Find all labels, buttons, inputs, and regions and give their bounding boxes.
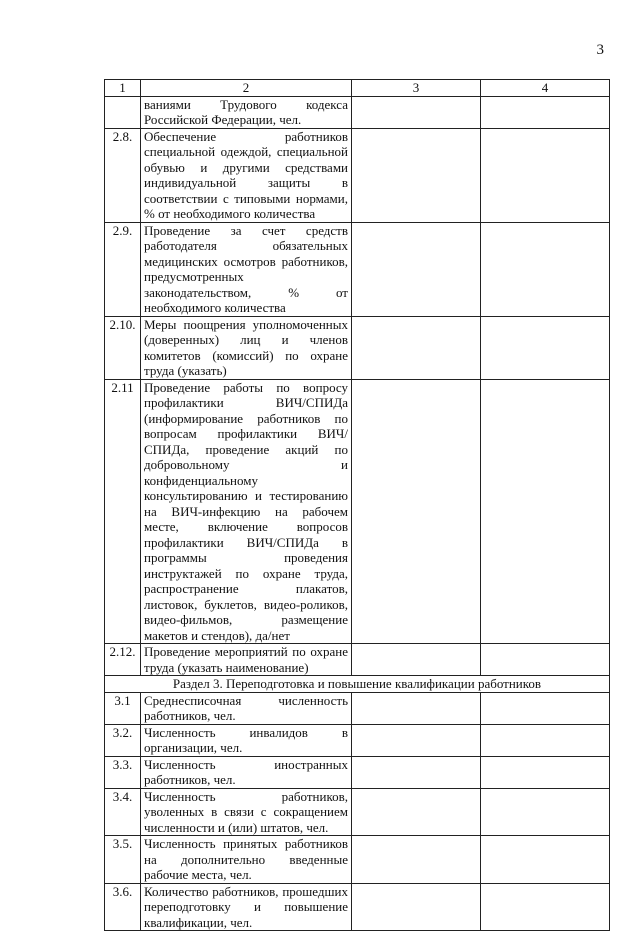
value-cell-col3: [352, 724, 481, 756]
table-row: [105, 692, 610, 724]
value-cell-col3: [352, 836, 481, 884]
table-row: [105, 756, 610, 788]
row-description: Обеспечение работников специальной одеждой, специальной обувью и другими средствами индивидуальной защиты в соответствии с типовыми нормами, % от необходимого количества: [141, 128, 352, 222]
row-number: 2.8.: [105, 128, 141, 222]
row-number: [105, 96, 141, 128]
row-description: Численность работников, уволенных в связи с сокращением численности и (или) штатов, чел.: [141, 788, 352, 836]
value-cell-col4: [481, 644, 610, 676]
row-number: 2.12.: [105, 644, 141, 676]
value-cell-col3: [352, 883, 481, 931]
row-description: Меры поощрения уполномоченных (доверенных) лиц и членов комитетов (комиссий) по охране труда (указать): [141, 316, 352, 379]
table-row: [105, 379, 610, 644]
header-col-4: 4: [481, 80, 610, 97]
row-number: 3.6.: [105, 883, 141, 931]
table-header-row: [105, 80, 610, 97]
table-row: [105, 883, 610, 931]
row-description: ваниями Трудового кодекса Российской Федерации, чел.: [141, 96, 352, 128]
value-cell-col3: [352, 788, 481, 836]
value-cell-col4: [481, 788, 610, 836]
form-table: [104, 79, 610, 931]
value-cell-col3: [352, 128, 481, 222]
row-description: Численность иностранных работников, чел.: [141, 756, 352, 788]
row-number: 2.11: [105, 379, 141, 644]
row-number: 3.4.: [105, 788, 141, 836]
table-row: [105, 96, 610, 128]
value-cell-col4: [481, 883, 610, 931]
value-cell-col4: [481, 96, 610, 128]
value-cell-col3: [352, 379, 481, 644]
row-number: 2.10.: [105, 316, 141, 379]
value-cell-col4: [481, 756, 610, 788]
value-cell-col3: [352, 222, 481, 316]
row-description: Среднесписочная численность работников, чел.: [141, 692, 352, 724]
table-row: [105, 644, 610, 676]
table-row: [105, 128, 610, 222]
row-description: Численность принятых работников на дополнительно введенные рабочие места, чел.: [141, 836, 352, 884]
header-col-3: 3: [352, 80, 481, 97]
table-row: [105, 724, 610, 756]
row-number: 3.3.: [105, 756, 141, 788]
value-cell-col4: [481, 316, 610, 379]
value-cell-col3: [352, 644, 481, 676]
header-col-1: 1: [105, 80, 141, 97]
value-cell-col3: [352, 756, 481, 788]
value-cell-col4: [481, 692, 610, 724]
row-description: Количество работников, прошедших переподготовку и повышение квалификации, чел.: [141, 883, 352, 931]
row-description: Численность инвалидов в организации, чел.: [141, 724, 352, 756]
section-3-title: Раздел 3. Переподготовка и повышение квалификации работников: [105, 676, 610, 693]
row-description: Проведение мероприятий по охране труда (указать наименование): [141, 644, 352, 676]
row-number: 2.9.: [105, 222, 141, 316]
row-number: 3.5.: [105, 836, 141, 884]
value-cell-col3: [352, 96, 481, 128]
table-row: [105, 222, 610, 316]
row-number: 3.1: [105, 692, 141, 724]
table-row: [105, 788, 610, 836]
value-cell-col4: [481, 128, 610, 222]
section-header-row: [105, 676, 610, 693]
value-cell-col4: [481, 724, 610, 756]
value-cell-col4: [481, 379, 610, 644]
value-cell-col4: [481, 222, 610, 316]
page-number: 3: [596, 42, 604, 58]
header-col-2: 2: [141, 80, 352, 97]
value-cell-col4: [481, 836, 610, 884]
table-row: [105, 316, 610, 379]
value-cell-col3: [352, 316, 481, 379]
value-cell-col3: [352, 692, 481, 724]
row-number: 3.2.: [105, 724, 141, 756]
row-description: Проведение работы по вопросу профилактики ВИЧ/СПИДа (информирование работников по вопросам профилактики ВИЧ/СПИДа, проведение акций по добровольному и конфиденциальному консультированию и тестированию на ВИЧ-инфекцию на рабочем месте, включение вопросов профилактики ВИЧ/СПИДа в программы проведения инструктажей по охране труда, распространение плакатов, листовок, буклетов, видео-роликов, видео-фильмов, размещение макетов и стендов), да/нет: [141, 379, 352, 644]
row-description: Проведение за счет средств работодателя обязательных медицинских осмотров работников, предусмотренных законодательством, % от необходимого количества: [141, 222, 352, 316]
table-row: [105, 836, 610, 884]
